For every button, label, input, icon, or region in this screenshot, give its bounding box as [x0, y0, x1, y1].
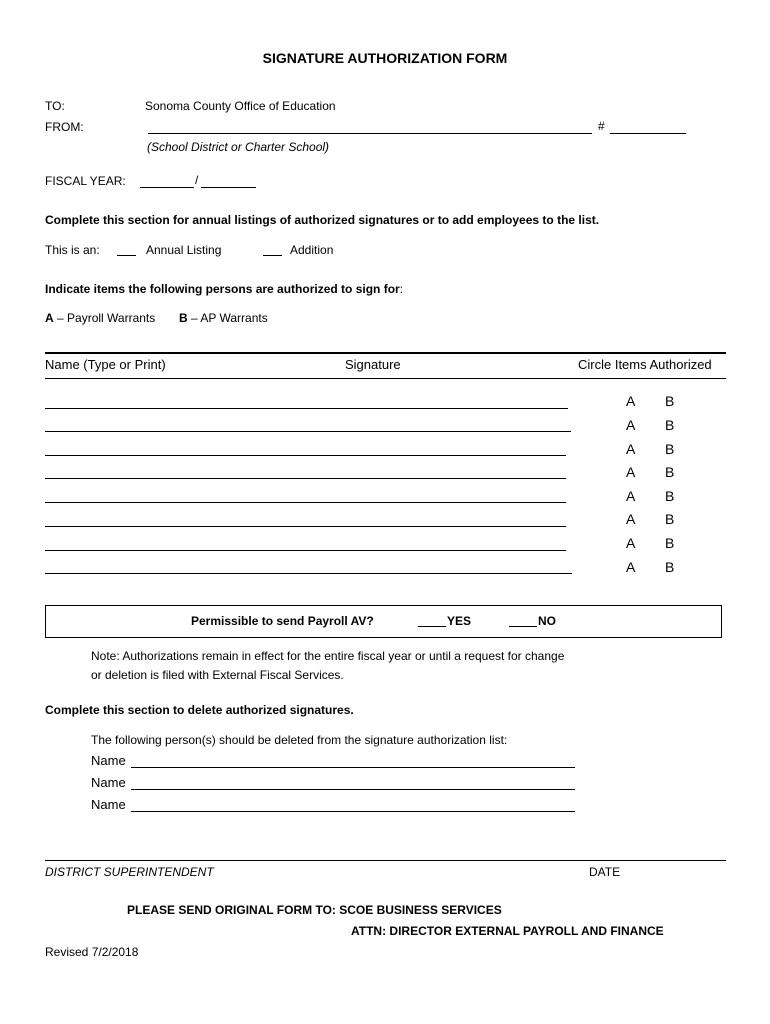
fiscal-year-label: FISCAL YEAR:: [45, 174, 126, 188]
name-signature-line[interactable]: [45, 431, 571, 432]
fiscal-year-start-field[interactable]: [140, 176, 194, 188]
circle-b[interactable]: B: [665, 417, 675, 433]
from-hint: (School District or Charter School): [147, 140, 330, 154]
payroll-av-box: [45, 605, 722, 638]
table-header-rule: [45, 378, 726, 379]
note-line-1: Note: Authorizations remain in effect for the entire fiscal year or until a request for change: [91, 649, 565, 663]
payroll-no-label: NO: [538, 614, 556, 628]
indicate-colon: :: [399, 282, 404, 296]
name-signature-line[interactable]: [45, 573, 572, 574]
name-signature-line[interactable]: [45, 502, 566, 503]
superintendent-signature-line[interactable]: [45, 860, 726, 861]
annual-listing-checkbox[interactable]: [117, 244, 136, 256]
fiscal-year-separator: /: [195, 173, 199, 187]
item-a-text: – Payroll Warrants: [53, 311, 156, 325]
circle-a[interactable]: A: [626, 488, 636, 504]
circle-b[interactable]: B: [665, 511, 675, 527]
addition-checkbox[interactable]: [263, 244, 282, 256]
item-b-letter: B: [179, 311, 188, 325]
send-to-line: PLEASE SEND ORIGINAL FORM TO: SCOE BUSINESS SERVICES: [127, 903, 502, 917]
item-b-text: – AP Warrants: [187, 311, 268, 325]
revised-date: Revised 7/2/2018: [45, 945, 139, 959]
delete-name-label: Name: [91, 775, 126, 790]
payroll-no-blank[interactable]: [509, 614, 537, 627]
name-signature-line[interactable]: [45, 550, 566, 551]
note-line-2: or deletion is filed with External Fiscal Services.: [91, 668, 344, 682]
circle-a[interactable]: A: [626, 393, 636, 409]
delete-name-label: Name: [91, 753, 126, 768]
from-district-field[interactable]: [148, 121, 592, 134]
circle-b[interactable]: B: [665, 488, 675, 504]
page-title: SIGNATURE AUTHORIZATION FORM: [262, 50, 508, 66]
delete-instruction: The following person(s) should be deleted from the signature authorization list:: [91, 733, 508, 747]
circle-b[interactable]: B: [665, 464, 675, 480]
col-name-header: Name (Type or Print): [45, 357, 166, 372]
delete-name-label: Name: [91, 797, 126, 812]
name-signature-line[interactable]: [45, 478, 566, 479]
indicate-heading: Indicate items the following persons are authorized to sign for: [45, 282, 400, 296]
circle-b[interactable]: B: [665, 535, 675, 551]
payroll-yes-label: YES: [447, 614, 472, 628]
this-is-label: This is an:: [45, 243, 100, 257]
table-top-rule: [45, 352, 726, 354]
circle-a[interactable]: A: [626, 559, 636, 575]
from-number-field[interactable]: [610, 121, 686, 134]
circle-b[interactable]: B: [665, 559, 675, 575]
superintendent-label: DISTRICT SUPERINTENDENT: [45, 865, 214, 879]
to-label: TO:: [45, 99, 65, 113]
delete-name-line[interactable]: [131, 811, 575, 812]
circle-b[interactable]: B: [665, 441, 675, 457]
name-signature-line[interactable]: [45, 408, 568, 409]
annual-listing-label: Annual Listing: [146, 243, 222, 257]
circle-a[interactable]: A: [626, 417, 636, 433]
circle-a[interactable]: A: [626, 535, 636, 551]
col-signature-header: Signature: [345, 357, 401, 372]
delete-name-line[interactable]: [131, 789, 575, 790]
delete-name-line[interactable]: [131, 767, 575, 768]
from-hash: #: [598, 119, 605, 133]
item-a-letter: A: [45, 311, 54, 325]
to-value: Sonoma County Office of Education: [145, 99, 336, 113]
attn-line: ATTN: DIRECTOR EXTERNAL PAYROLL AND FINANCE: [351, 924, 664, 938]
fiscal-year-end-field[interactable]: [201, 176, 256, 188]
circle-a[interactable]: A: [626, 464, 636, 480]
circle-a[interactable]: A: [626, 441, 636, 457]
date-label: DATE: [589, 865, 621, 879]
payroll-yes-blank[interactable]: [418, 614, 446, 627]
circle-b[interactable]: B: [665, 393, 675, 409]
circle-a[interactable]: A: [626, 511, 636, 527]
payroll-av-question: Permissible to send Payroll AV?: [191, 614, 374, 628]
section1-heading: Complete this section for annual listings of authorized signatures or to add employees to the list.: [45, 213, 600, 227]
name-signature-line[interactable]: [45, 526, 566, 527]
addition-label: Addition: [290, 243, 334, 257]
from-label: FROM:: [45, 120, 84, 134]
name-signature-line[interactable]: [45, 455, 566, 456]
section2-heading: Complete this section to delete authorized signatures.: [45, 703, 354, 717]
col-items-header: Circle Items Authorized: [578, 357, 712, 372]
